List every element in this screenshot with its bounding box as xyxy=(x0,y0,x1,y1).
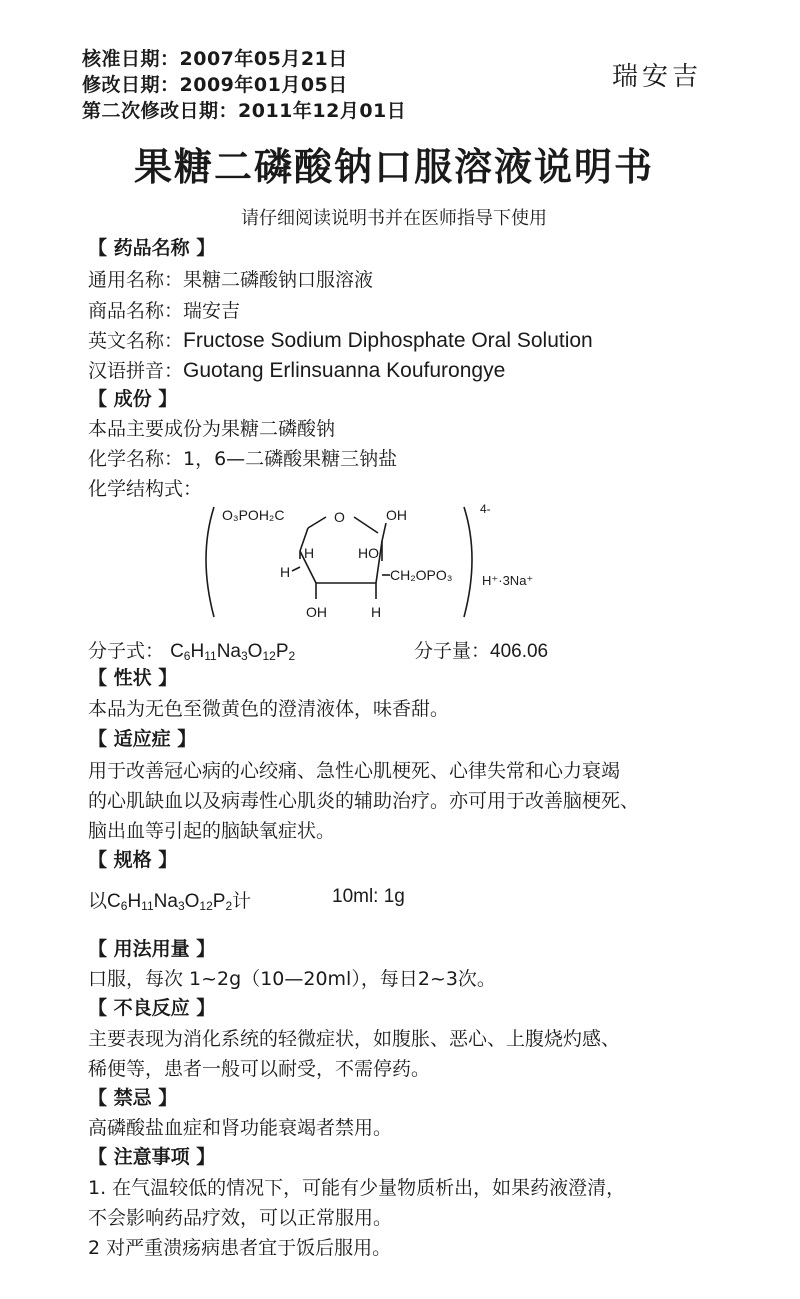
left-hydrogen: H xyxy=(280,564,291,580)
formula-label: 分子式： xyxy=(88,640,165,662)
ch2opo3-group: CH₂OPO₃ xyxy=(390,567,453,583)
indications-line-1: 用于改善冠心病的心绞痛、急性心肌梗死、心律失常和心力衰竭 xyxy=(88,760,621,782)
english-name-line xyxy=(88,326,593,353)
group-o3poh2c: O₃POH₂C xyxy=(222,507,285,523)
revision-date: 修改日期：2009年01月05日 xyxy=(82,74,348,96)
trade-name-value: 瑞安吉 xyxy=(183,300,241,322)
adverse-line-2: 稀便等，患者一般可以耐受，不需停药。 xyxy=(88,1058,431,1080)
section-heading-dosage: 【 用法用量 】 xyxy=(88,938,216,960)
section-heading-adverse: 【 不良反应 】 xyxy=(88,997,216,1019)
chemical-structure-diagram xyxy=(196,495,536,635)
bond-h-left xyxy=(292,567,300,571)
charge-label: 4- xyxy=(480,502,491,516)
formula-line xyxy=(88,636,295,663)
adverse-line-1: 主要表现为消化系统的轻微症状，如腹胀、恶心、上腹烧灼感、 xyxy=(88,1028,621,1050)
molecular-weight-line xyxy=(414,636,548,663)
bottom-hydroxyl: OH xyxy=(306,604,327,620)
bond-c5-o xyxy=(308,517,326,528)
indications-line-3: 脑出血等引起的脑缺氧症状。 xyxy=(88,820,336,842)
section-heading-composition: 【 成份 】 xyxy=(88,388,178,410)
trade-name-line xyxy=(88,296,240,323)
generic-name-line xyxy=(88,265,373,292)
bond-o-c2 xyxy=(354,517,378,533)
indications-line-2: 的心肌缺血以及病毒性心肌炎的辅助治疗。亦可用于改善脑梗死、 xyxy=(88,790,640,812)
molecular-weight-value: 406.06 xyxy=(490,641,549,662)
generic-name-label: 通用名称： xyxy=(88,269,184,291)
upper-hydrogen: H xyxy=(304,545,315,561)
contraindications-text: 高磷酸盐血症和肾功能衰竭者禁用。 xyxy=(88,1117,393,1139)
chemical-name: 化学名称：1，6—二磷酸果糖三钠盐 xyxy=(88,448,398,470)
molecular-formula: $C_6H_{11}Na_3O_{12}P_2$ xyxy=(170,641,296,663)
pinyin-line xyxy=(88,356,505,383)
ring-oxygen: O xyxy=(334,509,345,525)
section-heading-precautions: 【 注意事项 】 xyxy=(88,1146,216,1168)
precautions-line-2: 不会影响药品疗效，可以正常服用。 xyxy=(88,1207,393,1229)
approval-date: 核准日期：2007年05月21日 xyxy=(82,48,348,70)
top-hydroxyl: OH xyxy=(386,507,407,523)
left-bracket xyxy=(206,507,214,617)
spec-formula: $C_6H_{11}Na_3O_{12}P_2$ xyxy=(107,891,233,913)
properties-text: 本品为无色至微黄色的澄清液体，味香甜。 xyxy=(88,698,450,720)
english-name-label: 英文名称： xyxy=(88,330,184,352)
section-heading-drug-name: 【 药品名称 】 xyxy=(88,237,216,259)
pinyin-value: Guotang Erlinsuanna Koufurongye xyxy=(183,359,506,382)
document-subtitle: 请仔细阅读说明书并在医师指导下使用 xyxy=(241,208,547,229)
bottom-hydrogen: H xyxy=(371,604,382,620)
section-heading-properties: 【 性状 】 xyxy=(88,667,178,689)
specification-line xyxy=(88,886,251,913)
main-ingredient: 本品主要成份为果糖二磷酸钠 xyxy=(88,418,336,440)
second-revision-date: 第二次修改日期：2011年12月01日 xyxy=(82,100,407,122)
counter-ion: H⁺·3Na⁺ xyxy=(482,573,534,588)
spec-value: 10ml: 1g xyxy=(332,886,405,907)
english-name-value: Fructose Sodium Diphosphate Oral Solution xyxy=(183,329,593,352)
spec-suffix: 计 xyxy=(232,890,252,912)
precautions-line-3: 2 对严重溃疡病患者宜于饭后服用。 xyxy=(88,1237,392,1259)
section-heading-indications: 【 适应症 】 xyxy=(88,728,197,750)
section-heading-contraindications: 【 禁忌 】 xyxy=(88,1087,178,1109)
spec-prefix: 以 xyxy=(88,890,108,912)
dosage-text: 口服，每次 1~2g（10—20ml），每日2~3次。 xyxy=(88,968,496,990)
section-heading-specification: 【 规格 】 xyxy=(88,849,178,871)
trade-name-label: 商品名称： xyxy=(88,300,184,322)
precautions-line-1: 1. 在气温较低的情况下，可能有少量物质析出，如果药液澄清， xyxy=(88,1177,626,1199)
right-hydroxyl: HO xyxy=(358,545,379,561)
molecular-weight-label: 分子量： xyxy=(414,640,491,662)
document-title: 果糖二磷酸钠口服溶液说明书 xyxy=(133,145,654,189)
brand-name: 瑞安吉 xyxy=(612,62,703,92)
generic-name-value: 果糖二磷酸钠口服溶液 xyxy=(183,269,374,291)
right-bracket xyxy=(464,507,472,617)
structure-label: 化学结构式： xyxy=(88,478,203,500)
bond-c2-oh xyxy=(382,523,386,541)
pinyin-label: 汉语拼音： xyxy=(88,360,184,382)
